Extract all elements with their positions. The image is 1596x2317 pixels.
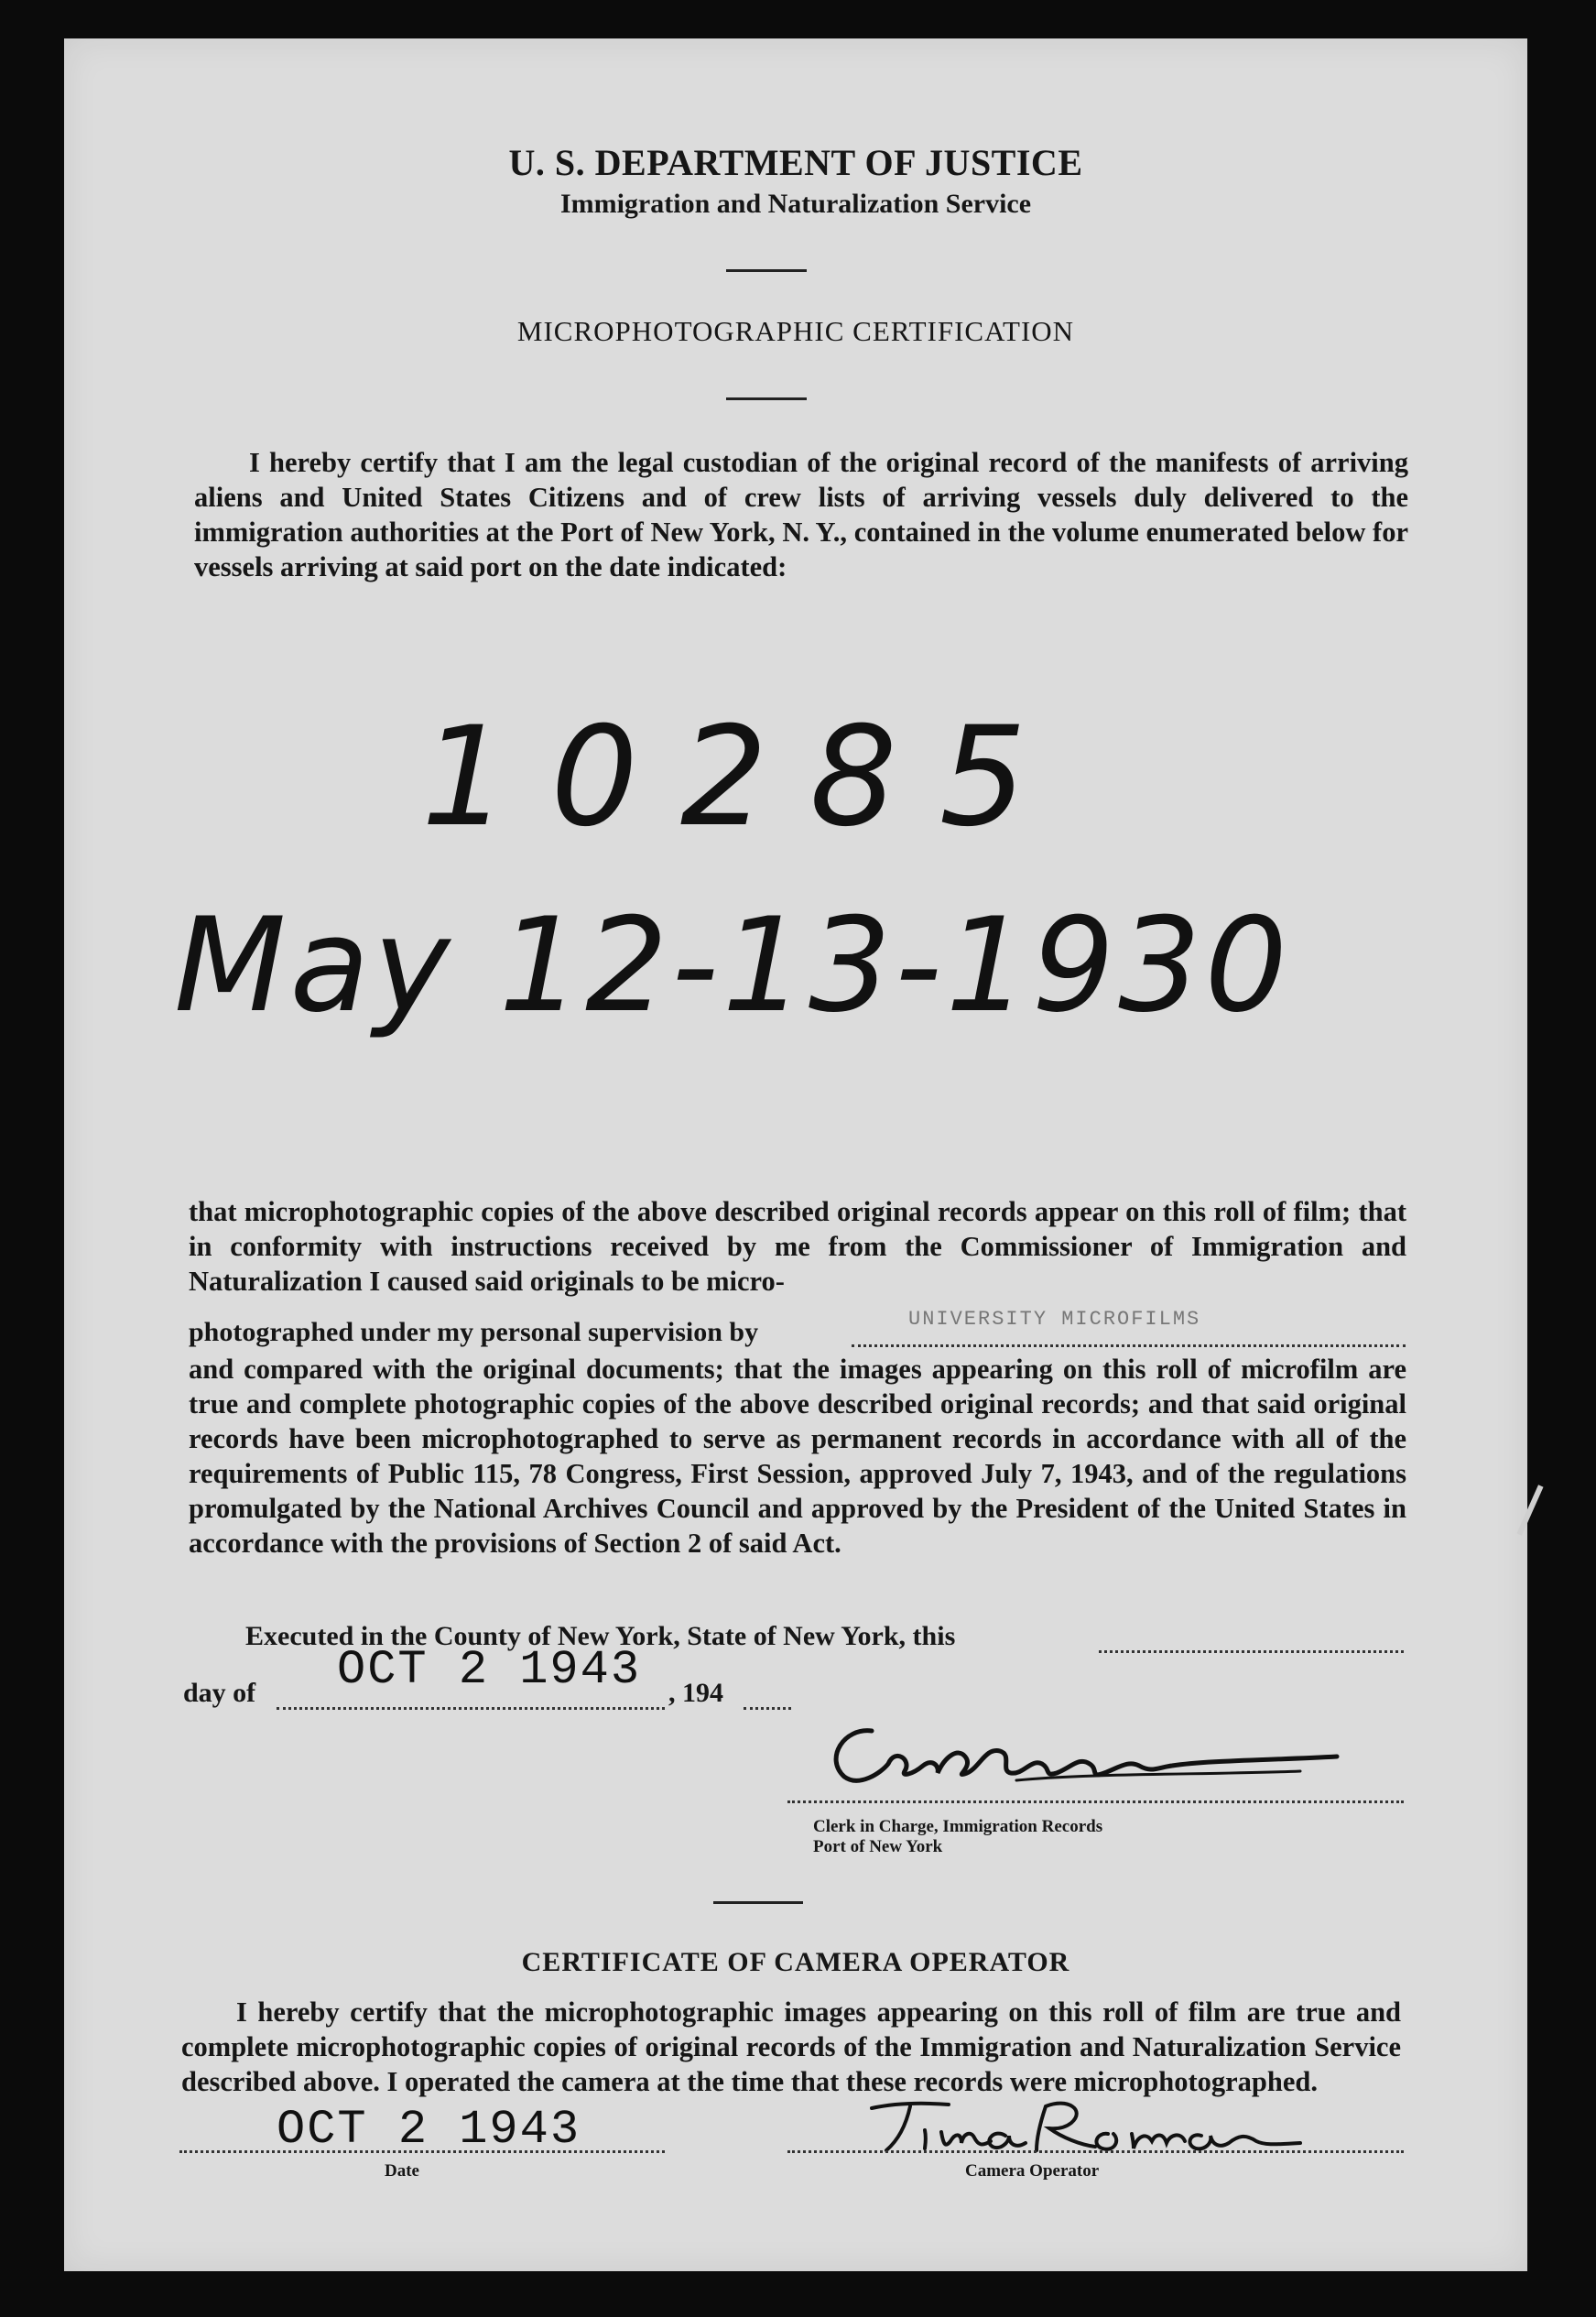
- divider: [713, 1901, 803, 1904]
- signature-line: [787, 1800, 1404, 1803]
- dotted-line: [277, 1707, 665, 1710]
- supervision-line-label: photographed under my personal supervision by: [189, 1317, 759, 1347]
- contractor-stamp: UNIVERSITY MICROFILMS: [908, 1308, 1201, 1331]
- divider: [726, 269, 807, 272]
- certification-title: MICROPHOTOGRAPHIC CERTIFICATION: [516, 315, 1075, 347]
- dotted-line: [1099, 1650, 1404, 1653]
- camera-operator-label: Camera Operator: [965, 2161, 1100, 2181]
- handwritten-volume-number: 10285: [421, 698, 1069, 857]
- dotted-line: [744, 1707, 791, 1710]
- dotted-line: [852, 1344, 1406, 1347]
- date-label: Date: [385, 2161, 419, 2181]
- service-subheading: Immigration and Naturalization Service: [559, 189, 1032, 219]
- divider: [726, 397, 807, 400]
- certificate-page: [64, 38, 1527, 2271]
- clerk-title-line2: Port of New York: [813, 1837, 943, 1856]
- intro-paragraph: I hereby certify that I am the legal custodian of the original record of the manifests of arriving aliens and United States Citizens and of crew lists of arriving vessels duly delivered to the immigration authorities at the Port of New York, N. Y., contained in the volume enumerated below for vessels arriving at said port on the date indicated:: [194, 447, 1408, 582]
- camera-operator-title: CERTIFICATE OF CAMERA OPERATOR: [521, 1947, 1070, 1977]
- operator-signature-line: [787, 2150, 1404, 2153]
- date-line: [179, 2150, 665, 2153]
- body-paragraph-part1: that microphotographic copies of the above described original records appear on this roll of film; that in conformity with instructions received by me from the Commissioner of Immigration and Naturalization I caused said originals to be micro-: [189, 1196, 1406, 1297]
- year-label: , 194: [668, 1678, 723, 1708]
- execution-date-stamp: OCT 2 1943: [337, 1643, 642, 1697]
- operator-date-stamp: OCT 2 1943: [277, 2103, 581, 2157]
- camera-operator-paragraph: I hereby certify that the microphotographic images appearing on this roll of film are true and complete microphotographic copies of original records of the Immigration and Naturalization Service described above. I operated the camera at the time that these records were microphotographed.: [181, 1996, 1401, 2097]
- clerk-title-line1: Clerk in Charge, Immigration Records: [813, 1817, 1103, 1836]
- handwritten-date-range: May 12-13-1930: [174, 890, 1291, 1041]
- department-heading: U. S. DEPARTMENT OF JUSTICE: [508, 142, 1083, 183]
- clerk-signature: [787, 1720, 1410, 1802]
- executed-line: Executed in the County of New York, State of New York, this: [245, 1621, 956, 1651]
- body-paragraph-part2: and compared with the original documents; that the images appearing on this roll of microfilm are true and complete photographic copies of the above described original records; and that said original records have been microphotographed to serve as permanent records in accordance with all of the requirements of Public 115, 78 Congress, First Session, approved July 7, 1943, and of the regulations promulgated by the National Archives Council and approved by the President of the United States in accordance with the provisions of Section 2 of said Act.: [189, 1354, 1406, 1559]
- day-of-label: day of: [183, 1678, 256, 1708]
